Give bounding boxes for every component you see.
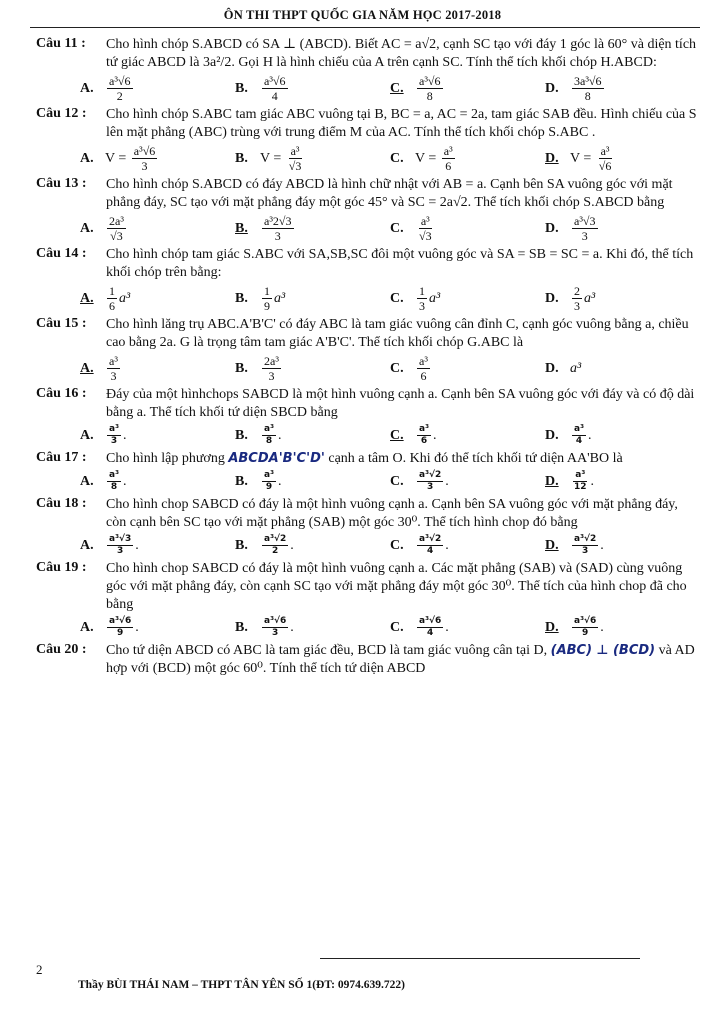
question-label: Câu 18 : — [36, 496, 87, 511]
fraction — [572, 616, 598, 639]
numerator: a³ — [575, 470, 586, 480]
option-letter: A. — [80, 220, 94, 236]
option-letter: A. — [80, 150, 94, 166]
numerator: a³√6 — [264, 74, 286, 88]
numerator: 1 — [109, 284, 115, 298]
fraction — [107, 470, 121, 493]
answer-option[interactable] — [545, 144, 700, 173]
numerator: a³ — [600, 144, 610, 158]
fraction — [597, 144, 614, 173]
fraction — [107, 354, 120, 383]
denominator: 3 — [110, 369, 117, 383]
answer-option[interactable] — [235, 534, 390, 557]
math-expression: ABCDA'B'C'D' — [228, 451, 325, 466]
question-text: Cho hình chóp S.ABC tam giác ABC vuông tại B, BC = a, AC = 2a, tam giác SAB đều. Hình chiếu của S lên mặt phẳng (ABC) trùng với trung điểm M của AC. Tính thể tích khối chóp S.ABC . — [106, 107, 697, 140]
fraction — [262, 534, 288, 557]
answer-option[interactable] — [390, 470, 545, 493]
question — [36, 316, 700, 383]
numerator: a³√2 — [419, 534, 442, 544]
option-period: . — [278, 427, 282, 443]
footer-rule — [320, 958, 640, 959]
fraction — [572, 534, 598, 557]
option-letter: D. — [545, 360, 559, 376]
answer-options — [36, 214, 700, 243]
numerator: 1 — [419, 284, 425, 298]
option-letter: B. — [235, 220, 248, 236]
fraction — [572, 284, 582, 313]
answer-option[interactable] — [390, 534, 545, 557]
answer-option[interactable] — [80, 214, 235, 243]
option-period: . — [290, 619, 294, 635]
fraction — [132, 144, 158, 173]
denominator: √3 — [110, 229, 123, 243]
answer-option[interactable] — [545, 74, 700, 103]
fraction — [262, 616, 288, 639]
option-period: . — [590, 473, 595, 489]
denominator: 6 — [420, 369, 427, 383]
question-label: Câu 19 : — [36, 560, 87, 575]
fraction — [417, 424, 431, 447]
option-letter: A. — [80, 619, 94, 635]
answer-option[interactable] — [390, 354, 545, 383]
fraction — [107, 214, 126, 243]
option-letter: D. — [545, 619, 559, 635]
option-letter: B. — [235, 619, 248, 635]
question — [36, 106, 700, 173]
fraction — [262, 214, 294, 243]
answer-option[interactable] — [235, 616, 390, 639]
answer-options — [36, 616, 700, 639]
fraction — [107, 424, 121, 447]
denominator: √6 — [598, 159, 612, 173]
question-text: Đáy của một hìnhchops SABCD là một hình vuông cạnh a. Cạnh bên SA vuông góc với đáy và có độ dài bằng a. Thể tích khối tứ diện SBCD bằng — [106, 387, 695, 420]
answer-options — [36, 470, 700, 493]
numerator: a³ — [109, 424, 120, 434]
question — [36, 560, 700, 639]
numerator: a³√6 — [419, 74, 441, 88]
question-label: Câu 13 : — [36, 176, 87, 191]
answer-option[interactable] — [390, 214, 545, 243]
numerator: a³√6 — [109, 74, 131, 88]
option-letter: A. — [80, 80, 94, 96]
fraction — [417, 284, 427, 313]
numerator: 1 — [264, 284, 270, 298]
option-suffix: a³ — [429, 290, 441, 306]
math-expression: (ABC) ⊥ (BCD) — [550, 643, 656, 658]
page-header: ÔN THI THPT QUỐC GIA NĂM HỌC 2017-2018 — [223, 8, 502, 22]
answer-options — [36, 424, 700, 447]
answer-option[interactable] — [235, 214, 390, 243]
denominator: 4 — [427, 628, 434, 638]
fraction — [417, 74, 443, 103]
denominator: 3 — [581, 229, 588, 243]
question-label: Câu 17 : — [36, 450, 87, 465]
answer-option[interactable] — [545, 616, 700, 639]
numerator: 2a³ — [109, 214, 124, 228]
answer-options — [36, 354, 700, 383]
question-text: Cho hình lập phương ABCDA'B'C'D' cạnh a tâm O. Khi đó thể tích khối tứ diện AA'BO là — [106, 451, 623, 466]
denominator: 3 — [274, 229, 281, 243]
fraction — [262, 354, 281, 383]
answer-option[interactable] — [80, 284, 235, 313]
numerator: a³√3 — [574, 214, 596, 228]
question-text: Cho tứ diện ABCD có ABC là tam giác đều, BCD là tam giác vuông cân tại D, (ABC) ⊥ (BCD) và AD hợp với (BCD) một góc 60⁰. Tính thể tích tứ diện ABCD — [106, 643, 695, 676]
question — [36, 246, 700, 313]
fraction — [442, 144, 455, 173]
answer-option[interactable] — [390, 616, 545, 639]
numerator: a³ — [574, 424, 585, 434]
denominator: 4 — [575, 436, 583, 446]
option-letter: C. — [390, 80, 404, 96]
numerator: a³ — [109, 470, 120, 480]
numerator: a³ — [419, 424, 430, 434]
option-letter: B. — [235, 360, 248, 376]
fraction — [107, 284, 117, 313]
numerator: a³ — [264, 470, 275, 480]
fraction — [572, 74, 604, 103]
denominator: 8 — [265, 436, 273, 446]
fraction — [262, 424, 276, 447]
answer-option[interactable] — [235, 284, 390, 313]
fraction — [107, 534, 133, 557]
fraction — [417, 534, 443, 557]
numerator: a³√6 — [574, 616, 597, 626]
option-period: . — [445, 619, 449, 635]
option-letter: D. — [545, 80, 559, 96]
denominator: 3 — [582, 546, 589, 556]
denominator: √3 — [288, 159, 302, 173]
denominator: 3 — [427, 482, 434, 492]
option-suffix: a³ — [119, 290, 131, 306]
question-label: Câu 15 : — [36, 316, 87, 331]
answer-option[interactable] — [80, 74, 235, 103]
option-letter: B. — [235, 473, 248, 489]
option-period: . — [123, 473, 127, 489]
denominator: 4 — [271, 89, 278, 103]
numerator: a³√6 — [264, 616, 287, 626]
fraction — [417, 214, 434, 243]
option-letter: B. — [235, 150, 248, 166]
answer-option[interactable] — [235, 74, 390, 103]
fraction — [572, 470, 589, 493]
denominator: 3 — [141, 159, 148, 173]
answer-options — [36, 74, 700, 103]
answer-option[interactable] — [545, 214, 700, 243]
option-letter: C. — [390, 619, 404, 635]
numerator: a³√3 — [109, 534, 132, 544]
option-letter: B. — [235, 537, 248, 553]
option-letter: D. — [545, 220, 559, 236]
denominator: 8 — [426, 89, 433, 103]
option-period: . — [600, 537, 604, 553]
option-prefix: V = — [570, 150, 595, 166]
answer-options — [36, 534, 700, 557]
denominator: 4 — [427, 546, 434, 556]
fraction — [262, 284, 272, 313]
option-letter: A. — [80, 537, 94, 553]
numerator: a³ — [290, 144, 300, 158]
option-letter: A. — [80, 473, 94, 489]
numerator: a³√6 — [133, 144, 156, 158]
question-label: Câu 20 : — [36, 642, 87, 657]
option-letter: D. — [545, 290, 559, 306]
denominator: 9 — [582, 628, 589, 638]
question-label: Câu 14 : — [36, 246, 87, 261]
option-period: . — [290, 537, 294, 553]
question — [36, 176, 700, 243]
option-letter: C. — [390, 473, 404, 489]
answer-option[interactable] — [80, 144, 235, 173]
fraction — [572, 424, 586, 447]
option-letter: A. — [80, 427, 94, 443]
numerator: a³√2 — [264, 534, 287, 544]
denominator: 2 — [272, 546, 279, 556]
answer-option[interactable] — [80, 424, 235, 447]
answer-option[interactable] — [80, 470, 235, 493]
answer-option[interactable] — [390, 74, 545, 103]
option-period: . — [123, 427, 127, 443]
denominator: 9 — [117, 628, 124, 638]
denominator: 3 — [574, 299, 580, 313]
question-text: Cho hình chóp S.ABCD có đáy ABCD là hình chữ nhật với AB = a. Cạnh bên SA vuông góc với mặt phẳng đáy, SC tạo với mặt phẳng đáy một góc 45° và SC = 2a√2. Thể tích khối chóp S.ABCD bằng — [106, 177, 673, 210]
option-letter: D. — [545, 537, 559, 553]
numerator: a³ — [420, 214, 430, 228]
option-letter: C. — [390, 220, 404, 236]
fraction — [107, 616, 133, 639]
question-text: Cho hình chóp tam giác S.ABC với SA,SB,SC đôi một vuông góc và SA = SB = SC = a. Khi đó, thể tích khối chóp trên bằng: — [106, 247, 694, 280]
option-letter: A. — [80, 360, 94, 376]
denominator: 2 — [116, 89, 123, 103]
question-label: Câu 11 : — [36, 36, 86, 51]
answer-options — [36, 284, 700, 313]
numerator: a³ — [443, 144, 453, 158]
question-label: Câu 16 : — [36, 386, 87, 401]
denominator: 9 — [265, 482, 273, 492]
answer-option[interactable] — [235, 424, 390, 447]
answer-option[interactable] — [80, 354, 235, 383]
question — [36, 450, 700, 493]
option-period: . — [278, 473, 282, 489]
numerator: a³ — [264, 424, 275, 434]
answer-option[interactable] — [235, 144, 390, 173]
fraction — [107, 74, 133, 103]
question-text: Cho hình chóp S.ABCD có SA ⊥ (ABCD). Biết AC = a√2, cạnh SC tạo với đáy 1 góc là 60° và diện tích tứ giác ABCD là 3a²/2. Gọi H là hình chiếu của A trên cạnh SC. Tính thể tích khối chóp H.ABCD: — [106, 37, 697, 70]
option-prefix: V = — [105, 150, 130, 166]
option-suffix: a³ — [274, 290, 286, 306]
answer-option[interactable] — [235, 470, 390, 493]
option-prefix: V = — [415, 150, 440, 166]
question — [36, 386, 700, 447]
option-period: . — [135, 537, 139, 553]
numerator: 3a³√6 — [574, 74, 602, 88]
question-text: Cho hình chop SABCD có đáy là một hình vuông cạnh a. Các mặt phẳng (SAB) và (SAD) cùng vuông góc với mặt phẳng đáy, còn cạnh SC tạo với mặt phẳng đáy một góc 30⁰. Thể tích của hình chop đã cho bằng — [106, 561, 687, 612]
option-letter: C. — [390, 537, 404, 553]
option-value: a³ — [570, 360, 582, 376]
answer-option[interactable] — [545, 470, 700, 493]
option-suffix: a³ — [584, 290, 596, 306]
answer-option[interactable] — [390, 424, 545, 447]
answer-option[interactable] — [390, 284, 545, 313]
numerator: 2 — [574, 284, 580, 298]
fraction — [417, 354, 430, 383]
option-letter: B. — [235, 80, 248, 96]
denominator: 3 — [419, 299, 425, 313]
numerator: a³√6 — [419, 616, 442, 626]
option-period: . — [135, 619, 139, 635]
answer-option[interactable] — [545, 424, 700, 447]
denominator: 3 — [110, 436, 118, 446]
denominator: 6 — [420, 436, 428, 446]
fraction — [572, 214, 598, 243]
option-period: . — [433, 427, 437, 443]
denominator: 3 — [268, 369, 275, 383]
numerator: a³√2 — [574, 534, 597, 544]
option-letter: C. — [390, 150, 404, 166]
option-letter: B. — [235, 427, 248, 443]
fraction — [287, 144, 304, 173]
option-period: . — [588, 427, 592, 443]
denominator: 8 — [584, 89, 591, 103]
question-text: Cho hình chop SABCD có đáy là một hình vuông cạnh a. Cạnh bên SA vuông góc với mặt phẳng đáy, còn cạnh bên SC tạo với mặt phẳng (SAB) một góc 30⁰. Thể tích hình chop đó bằng — [106, 497, 678, 530]
denominator: 6 — [109, 299, 115, 313]
numerator: 2a³ — [264, 354, 279, 368]
fraction — [262, 74, 288, 103]
option-letter: C. — [390, 360, 404, 376]
fraction — [262, 470, 276, 493]
page-number: 2 — [36, 962, 43, 977]
numerator: a³ — [419, 354, 428, 368]
answer-option[interactable] — [80, 616, 235, 639]
answer-option[interactable] — [545, 534, 700, 557]
numerator: a³√6 — [109, 616, 132, 626]
denominator: 6 — [445, 159, 452, 173]
option-letter: A. — [80, 290, 94, 306]
denominator: √3 — [419, 229, 432, 243]
question — [36, 642, 700, 678]
question-text: Cho hình lăng trụ ABC.A'B'C' có đáy ABC là tam giác vuông cân đỉnh C, cạnh góc vuông bằng a, chiều cao bằng 2a. G là trọng tâm tam giác A'B'C'. Thể tích khối chóp G.ABC là — [106, 317, 689, 350]
fraction — [417, 616, 443, 639]
denominator: 12 — [574, 482, 587, 492]
answer-option[interactable] — [80, 534, 235, 557]
numerator: a³2√3 — [264, 214, 292, 228]
answer-option[interactable] — [545, 354, 700, 383]
header-rule — [30, 27, 700, 28]
denominator: 9 — [264, 299, 270, 313]
numerator: a³√2 — [419, 470, 442, 480]
page-footer: Thầy BÙI THÁI NAM – THPT TÂN YÊN SỐ 1(ĐT: 0974.639.722) — [78, 979, 405, 991]
answer-option[interactable] — [235, 354, 390, 383]
numerator: a³ — [109, 354, 118, 368]
option-letter: D. — [545, 473, 559, 489]
option-period: . — [445, 473, 449, 489]
option-prefix: V = — [260, 150, 285, 166]
answer-options — [36, 144, 700, 173]
option-letter: D. — [545, 427, 559, 443]
option-letter: C. — [390, 290, 404, 306]
option-letter: C. — [390, 427, 404, 443]
question-list — [36, 36, 700, 681]
denominator: 3 — [272, 628, 279, 638]
option-period: . — [445, 537, 449, 553]
answer-option[interactable] — [545, 284, 700, 313]
answer-option[interactable] — [390, 144, 545, 173]
option-period: . — [600, 619, 604, 635]
fraction — [417, 470, 443, 493]
denominator: 8 — [110, 482, 118, 492]
option-letter: B. — [235, 290, 248, 306]
question-label: Câu 12 : — [36, 106, 87, 121]
option-letter: D. — [545, 150, 559, 166]
question — [36, 36, 700, 103]
denominator: 3 — [117, 546, 124, 556]
question — [36, 496, 700, 557]
